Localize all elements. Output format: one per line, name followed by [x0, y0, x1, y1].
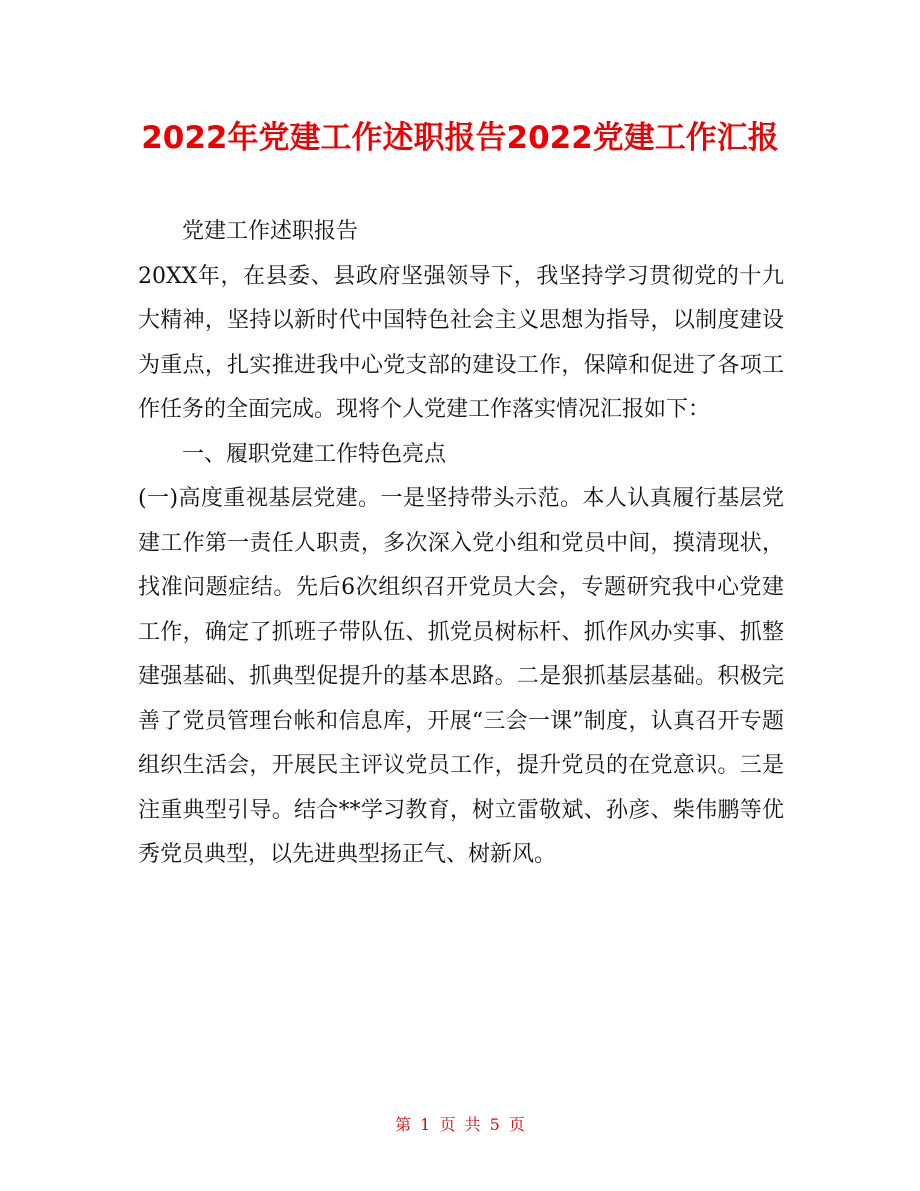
document-body	[138, 210, 784, 878]
section-heading-highlights: 一、履职党建工作特色亮点	[182, 441, 447, 467]
document-title: 2022年党建工作述职报告2022党建工作汇报	[141, 120, 779, 156]
paragraph-grassroots: (一)高度重视基层党建。一是坚持带头示范。本人认真履行基层党建工作第一责任人职责，多次深入党小组和党员中间，摸清现状，找准问题症结。先后6次组织召开党员大会，专题研究我中心党建工作，确定了抓班子带队伍、抓党员树标杆、抓作风办实事、抓整建强基础、抓典型促提升的基本思路。二是狠抓基层基础。积极完善了党员管理台帐和信息库，开展“三会一课”制度，认真召开专题组织生活会，开展民主评议党员工作，提升党员的在党意识。三是注重典型引导。结合**学习教育，树立雷敬斌、孙彦、柴伟鹏等优秀党员典型，以先进典型扬正气、树新风。	[138, 486, 784, 867]
section-heading-report: 党建工作述职报告	[182, 219, 359, 244]
page-number-footer: 第 1 页 共 5 页	[395, 1115, 525, 1134]
paragraph-intro: 20XX年，在县委、县政府坚强领导下，我坚持学习贯彻党的十九大精神，坚持以新时代中国特色社会主义思想为指导，以制度建设为重点，扎实推进我中心党支部的建设工作，保障和促进了各项工作任务的全面完成。现将个人党建工作落实情况汇报如下：	[138, 263, 784, 422]
